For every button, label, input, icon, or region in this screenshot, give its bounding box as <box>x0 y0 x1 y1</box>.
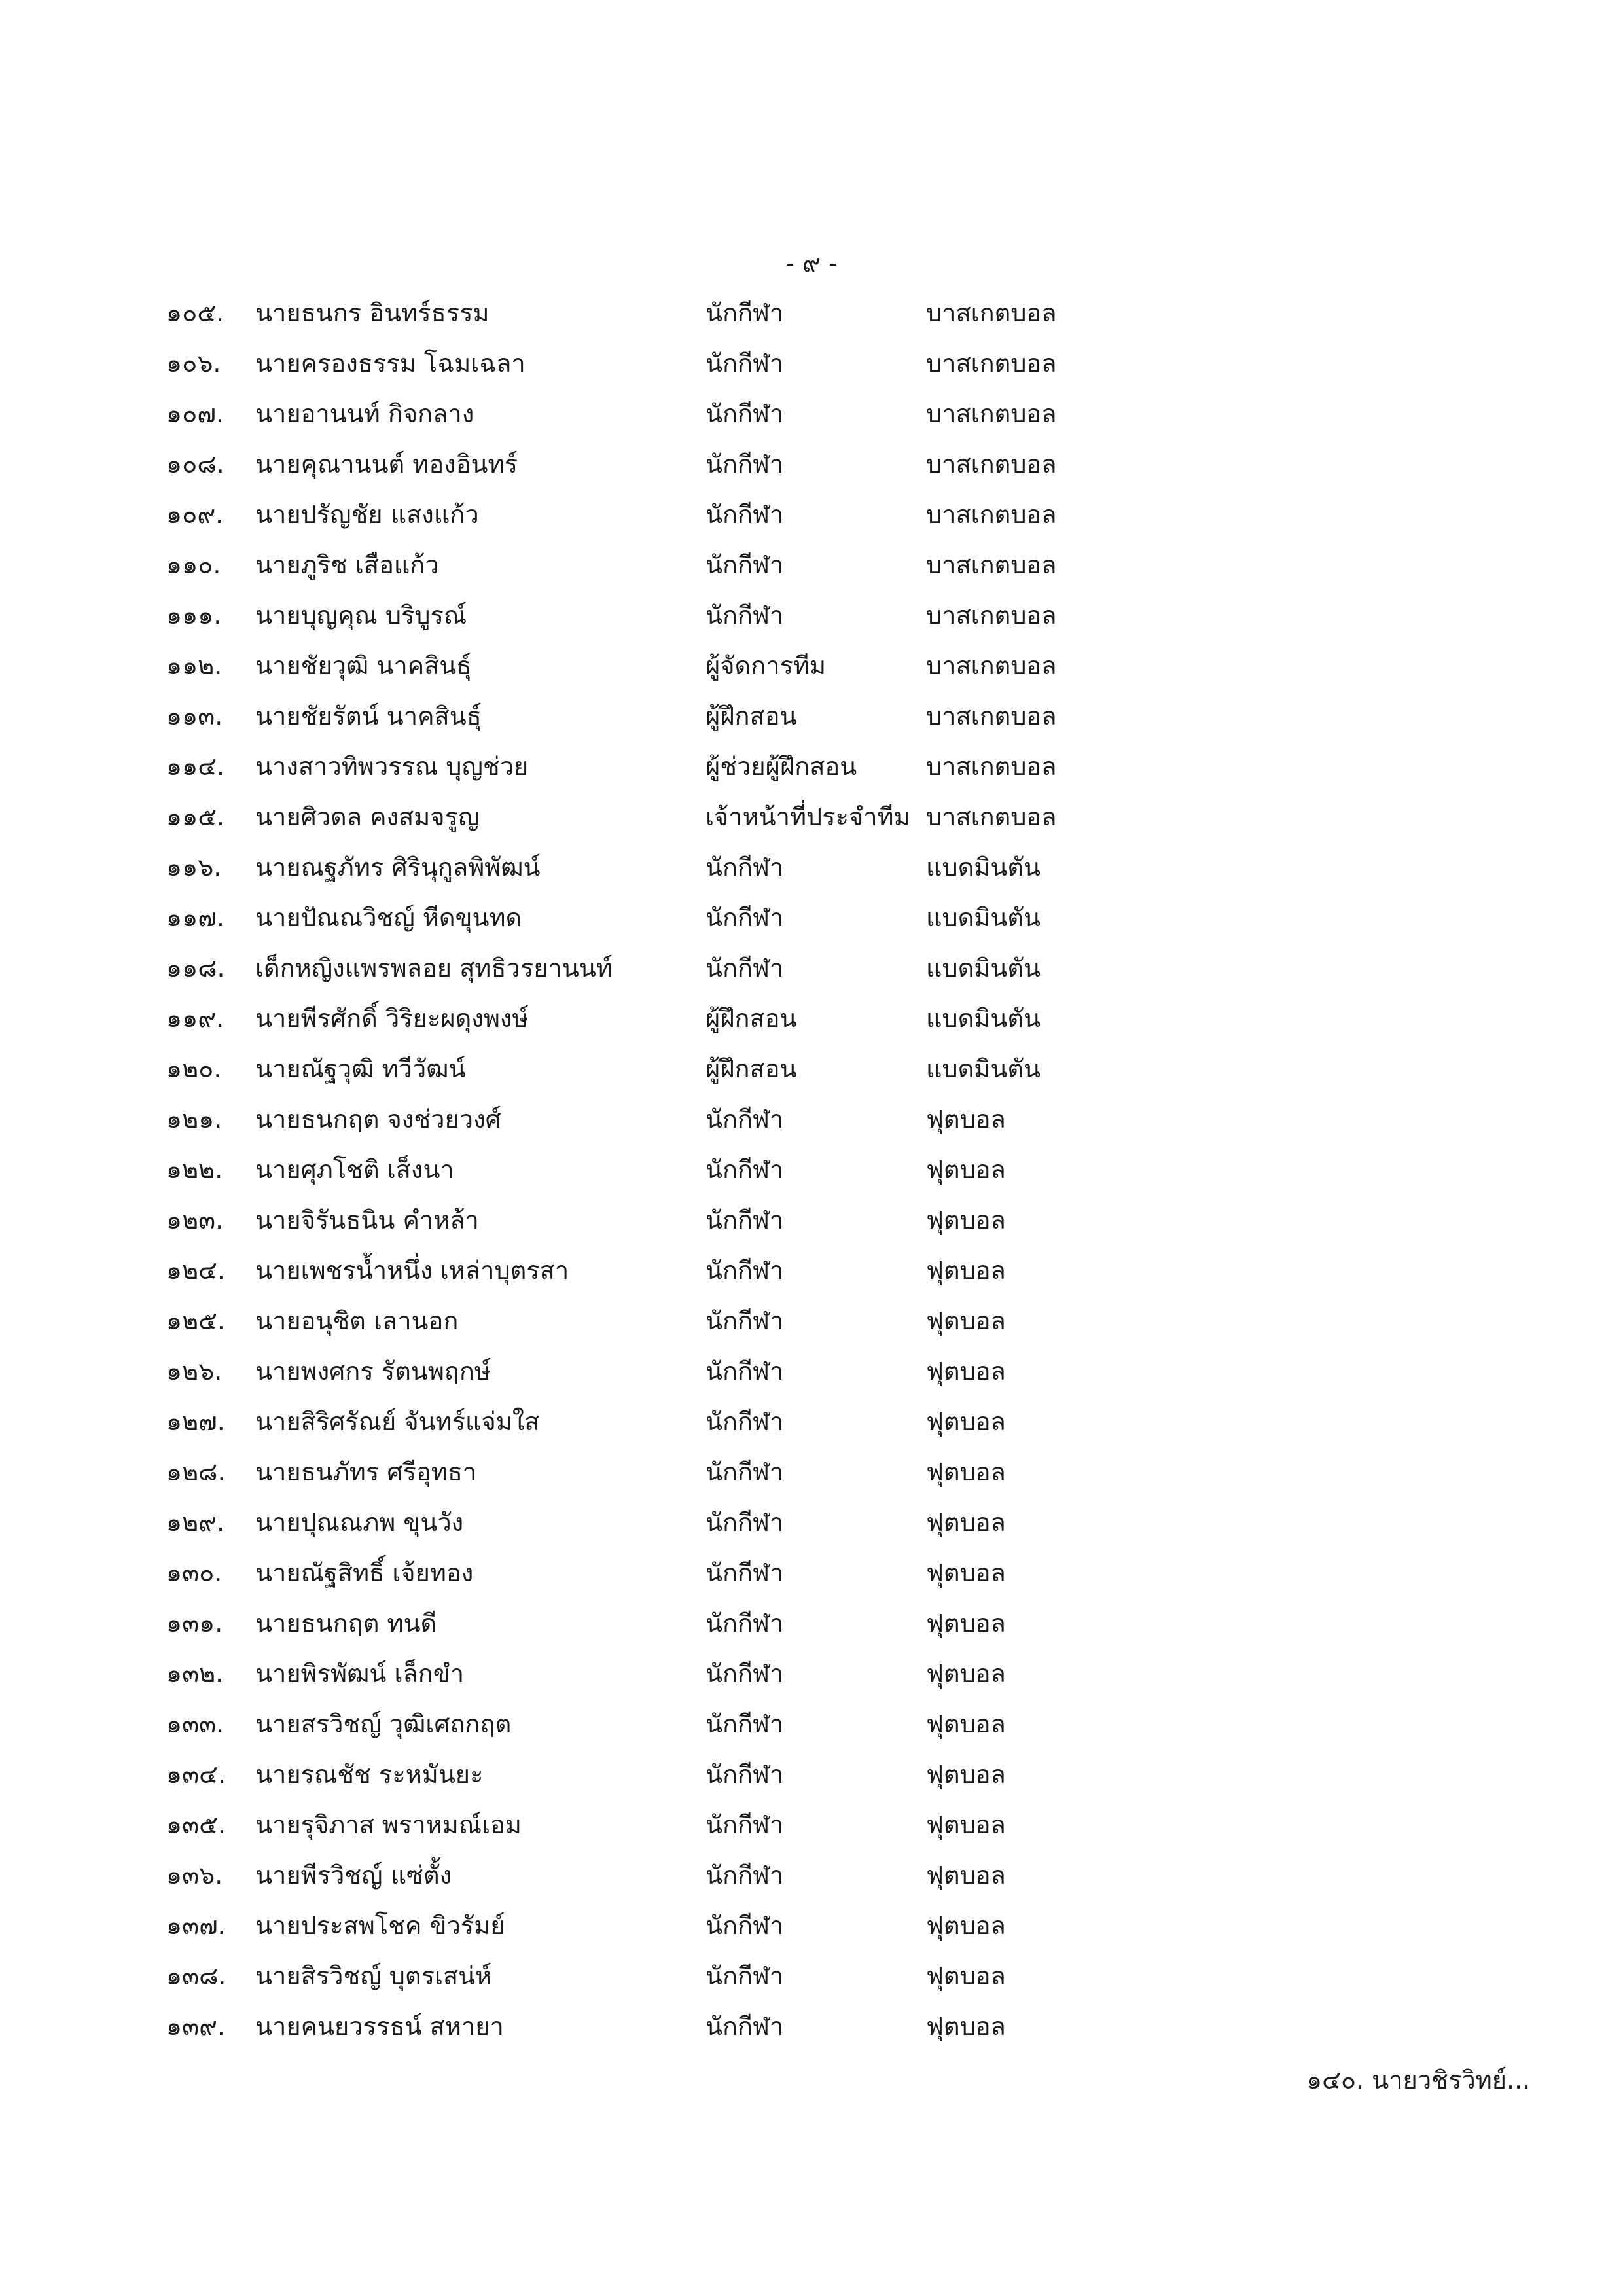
row-number: ๑๑๖. <box>166 853 222 882</box>
person-name: นายพิรพัฒน์ เล็กขำ <box>255 1659 465 1688</box>
person-role: เจ้าหน้าที่ประจำทีม <box>705 802 910 831</box>
sport-name: บาสเกตบอล <box>926 601 1057 630</box>
sport-name: บาสเกตบอล <box>926 298 1057 327</box>
sport-name: ฟุตบอล <box>926 1306 1006 1335</box>
list-item <box>0 1498 1623 1548</box>
person-name: นายรณชัช ระหมันยะ <box>255 1760 484 1789</box>
sport-name: แบดมินตัน <box>926 954 1041 982</box>
list-item <box>0 1195 1623 1246</box>
person-role: นักกีฬา <box>705 450 784 478</box>
person-role: นักกีฬา <box>705 1407 784 1436</box>
sport-name: บาสเกตบอล <box>926 651 1057 680</box>
list-item <box>0 439 1623 490</box>
list-item <box>0 842 1623 893</box>
row-number: ๑๓๓. <box>166 1710 224 1738</box>
row-number: ๑๑๒. <box>166 651 223 680</box>
person-name: นายพีรวิชญ์ แซ่ตั้ง <box>255 1861 452 1890</box>
sport-name: ฟุตบอล <box>926 1810 1006 1839</box>
row-number: ๑๓๑. <box>166 1609 223 1638</box>
person-name: นายคุณานนต์ ทองอินทร์ <box>255 450 518 478</box>
sport-name: บาสเกตบอล <box>926 450 1057 478</box>
person-role: นักกีฬา <box>705 1710 784 1738</box>
person-name: นายณัฐสิทธิ์ เจ้ยทอง <box>255 1558 474 1587</box>
list-item <box>0 742 1623 792</box>
row-number: ๑๐๘. <box>166 450 224 478</box>
list-item <box>0 1901 1623 1951</box>
row-number: ๑๑๓. <box>166 702 223 730</box>
sport-name: ฟุตบอล <box>926 1558 1006 1587</box>
person-role: นักกีฬา <box>705 1206 784 1234</box>
list-item <box>0 1951 1623 2001</box>
sport-name: บาสเกตบอล <box>926 500 1057 529</box>
person-name: นายชัยรัตน์ นาคสินธุ์ <box>255 702 482 730</box>
sport-name: ฟุตบอล <box>926 1357 1006 1386</box>
person-role: นักกีฬา <box>705 1105 784 1134</box>
sport-name: ฟุตบอล <box>926 1659 1006 1688</box>
sport-name: ฟุตบอล <box>926 1962 1006 1990</box>
row-number: ๑๑๙. <box>166 1004 224 1033</box>
sport-name: แบดมินตัน <box>926 903 1041 932</box>
person-role: นักกีฬา <box>705 1155 784 1184</box>
person-role: นักกีฬา <box>705 1861 784 1890</box>
person-name: นายบุญคุณ บริบูรณ์ <box>255 601 467 630</box>
row-number: ๑๑๔. <box>166 752 225 781</box>
person-role: นักกีฬา <box>705 2012 784 2041</box>
person-name: นายสรวิชญ์ วุฒิเศถกฤต <box>255 1710 512 1738</box>
person-name: นายจิรันธนิน คำหล้า <box>255 1206 479 1234</box>
person-role: นักกีฬา <box>705 1508 784 1537</box>
person-role: นักกีฬา <box>705 1911 784 1940</box>
row-number: ๑๓๙. <box>166 2012 226 2041</box>
row-number: ๑๑๕. <box>166 802 225 831</box>
row-number: ๑๒๓. <box>166 1206 224 1234</box>
person-role: นักกีฬา <box>705 853 784 882</box>
person-name: นายพงศกร รัตนพฤกษ์ <box>255 1357 491 1386</box>
list-item <box>0 1296 1623 1346</box>
list-item <box>0 1145 1623 1195</box>
person-name: นายรุจิภาส พราหมณ์เอม <box>255 1810 522 1839</box>
list-item <box>0 1447 1623 1498</box>
sport-name: ฟุตบอล <box>926 1508 1006 1537</box>
person-name: นายประสพโชค ขิวรัมย์ <box>255 1911 505 1940</box>
row-number: ๑๐๕. <box>166 298 224 327</box>
person-role: ผู้ฝึกสอน <box>705 1054 797 1083</box>
list-item <box>0 1548 1623 1598</box>
list-item <box>0 792 1623 842</box>
person-role: นักกีฬา <box>705 298 784 327</box>
person-name: นายธนกฤต จงช่วยวงศ์ <box>255 1105 501 1134</box>
person-role: นักกีฬา <box>705 1962 784 1990</box>
list-item <box>0 590 1623 641</box>
person-name: นายครองธรรม โฉมเฉลา <box>255 349 526 378</box>
person-role: ผู้จัดการทีม <box>705 651 827 680</box>
sport-name: บาสเกตบอล <box>926 802 1057 831</box>
row-number: ๑๒๒. <box>166 1155 223 1184</box>
page-number: - ๙ - <box>785 249 838 278</box>
row-number: ๑๒๙. <box>166 1508 225 1537</box>
row-number: ๑๑๘. <box>166 954 225 982</box>
list-item <box>0 893 1623 943</box>
person-name: นายปัณณวิชญ์ หีดขุนทด <box>255 903 522 932</box>
sport-name: ฟุตบอล <box>926 1609 1006 1638</box>
person-role: นักกีฬา <box>705 349 784 378</box>
list-item <box>0 1397 1623 1447</box>
person-name: นายสิรวิชญ์ บุตรเสน่ห์ <box>255 1962 492 1990</box>
sport-name: บาสเกตบอล <box>926 752 1057 781</box>
person-name: นายธนภัทร ศรีอุทธา <box>255 1458 477 1486</box>
row-number: ๑๒๕. <box>166 1306 226 1335</box>
person-name: นายณัฐวุฒิ ทวีวัฒน์ <box>255 1054 466 1083</box>
sport-name: ฟุตบอล <box>926 1911 1006 1940</box>
person-name: นายชัยวุฒิ นาคสินธุ์ <box>255 651 472 680</box>
person-role: นักกีฬา <box>705 399 784 428</box>
sport-name: ฟุตบอล <box>926 1710 1006 1738</box>
sport-name: ฟุตบอล <box>926 2012 1006 2041</box>
person-role: นักกีฬา <box>705 903 784 932</box>
row-number: ๑๓๒. <box>166 1659 224 1688</box>
list-item <box>0 338 1623 389</box>
sport-name: ฟุตบอล <box>926 1458 1006 1486</box>
person-name: นายสิริศรัณย์ จันทร์แจ่มใส <box>255 1407 540 1436</box>
person-role: นักกีฬา <box>705 1306 784 1335</box>
list-item <box>0 1246 1623 1296</box>
row-number: ๑๓๔. <box>166 1760 226 1789</box>
list-item <box>0 1850 1623 1901</box>
list-item <box>0 943 1623 994</box>
sport-name: ฟุตบอล <box>926 1206 1006 1234</box>
row-number: ๑๒๐. <box>166 1054 222 1083</box>
list-item <box>0 389 1623 439</box>
sport-name: บาสเกตบอล <box>926 349 1057 378</box>
row-number: ๑๒๖. <box>166 1357 223 1386</box>
person-name: นายคนยวรรธน์ สหายา <box>255 2012 504 2041</box>
row-number: ๑๑๑. <box>166 601 222 630</box>
person-role: นักกีฬา <box>705 550 784 579</box>
list-item <box>0 1598 1623 1649</box>
sport-name: บาสเกตบอล <box>926 550 1057 579</box>
row-number: ๑๐๙. <box>166 500 224 529</box>
row-number: ๑๐๗. <box>166 399 224 428</box>
row-number: ๑๒๘. <box>166 1458 226 1486</box>
sport-name: แบดมินตัน <box>926 1054 1041 1083</box>
person-name: นายอานนท์ กิจกลาง <box>255 399 474 428</box>
person-name: นายอนุชิต เลานอก <box>255 1306 459 1335</box>
row-number: ๑๒๗. <box>166 1407 225 1436</box>
continuation-note: ๑๔๐. นายวชิรวิทย์... <box>1306 2066 1531 2094</box>
person-role: นักกีฬา <box>705 1256 784 1285</box>
list-item <box>0 641 1623 691</box>
row-number: ๑๒๔. <box>166 1256 226 1285</box>
person-role: นักกีฬา <box>705 1357 784 1386</box>
person-name: เด็กหญิงแพรพลอย สุทธิวรยานนท์ <box>255 954 613 982</box>
person-role: นักกีฬา <box>705 601 784 630</box>
list-item <box>0 1749 1623 1800</box>
person-name: นายพีรศักดิ์ วิริยะผดุงพงษ์ <box>255 1004 529 1033</box>
row-number: ๑๓๐. <box>166 1558 223 1587</box>
sport-name: บาสเกตบอล <box>926 702 1057 730</box>
row-number: ๑๒๑. <box>166 1105 223 1134</box>
person-name: นายศุภโชติ เส็งนา <box>255 1155 454 1184</box>
person-role: ผู้ฝึกสอน <box>705 1004 797 1033</box>
list-item <box>0 1699 1623 1749</box>
row-number: ๑๑๗. <box>166 903 224 932</box>
sport-name: ฟุตบอล <box>926 1407 1006 1436</box>
person-role: นักกีฬา <box>705 1609 784 1638</box>
person-name: นางสาวทิพวรรณ บุญช่วย <box>255 752 529 781</box>
sport-name: ฟุตบอล <box>926 1760 1006 1789</box>
person-role: นักกีฬา <box>705 954 784 982</box>
list-item <box>0 1649 1623 1699</box>
row-number: ๑๑๐. <box>166 550 221 579</box>
sport-name: บาสเกตบอล <box>926 399 1057 428</box>
person-role: ผู้ฝึกสอน <box>705 702 797 730</box>
list-item <box>0 1800 1623 1850</box>
list-item <box>0 1094 1623 1145</box>
person-role: นักกีฬา <box>705 1659 784 1688</box>
person-name: นายธนกร อินทร์ธรรม <box>255 298 490 327</box>
person-role: นักกีฬา <box>705 1760 784 1789</box>
person-name: นายปรัญชัย แสงแก้ว <box>255 500 479 529</box>
person-name: นายณฐภัทร ศิรินุกูลพิพัฒน์ <box>255 853 541 882</box>
person-name: นายปุณณภพ ขุนวัง <box>255 1508 464 1537</box>
list-item <box>0 994 1623 1044</box>
person-role: นักกีฬา <box>705 500 784 529</box>
person-name: นายธนกฤต ทนดี <box>255 1609 437 1638</box>
list-item <box>0 691 1623 742</box>
person-role: นักกีฬา <box>705 1810 784 1839</box>
person-role: นักกีฬา <box>705 1458 784 1486</box>
sport-name: แบดมินตัน <box>926 853 1041 882</box>
sport-name: ฟุตบอล <box>926 1256 1006 1285</box>
list-item <box>0 1346 1623 1397</box>
row-number: ๑๓๕. <box>166 1810 226 1839</box>
list-item <box>0 490 1623 540</box>
sport-name: ฟุตบอล <box>926 1105 1006 1134</box>
row-number: ๑๓๗. <box>166 1911 226 1940</box>
list-item <box>0 1044 1623 1094</box>
row-number: ๑๓๖. <box>166 1861 223 1890</box>
person-role: ผู้ช่วยผู้ฝึกสอน <box>705 752 857 781</box>
list-item <box>0 540 1623 590</box>
person-role: นักกีฬา <box>705 1558 784 1587</box>
sport-name: ฟุตบอล <box>926 1861 1006 1890</box>
sport-name: แบดมินตัน <box>926 1004 1041 1033</box>
person-name: นายศิวดล คงสมจรูญ <box>255 802 480 831</box>
row-number: ๑๓๘. <box>166 1962 226 1990</box>
person-name: นายเพชรน้ำหนึ่ง เหล่าบุตรสา <box>255 1256 569 1285</box>
row-number: ๑๐๖. <box>166 349 221 378</box>
person-name: นายภูริช เสือแก้ว <box>255 550 439 579</box>
list-item <box>0 288 1623 338</box>
list-item <box>0 2001 1623 2052</box>
sport-name: ฟุตบอล <box>926 1155 1006 1184</box>
participant-list <box>0 288 1623 2052</box>
